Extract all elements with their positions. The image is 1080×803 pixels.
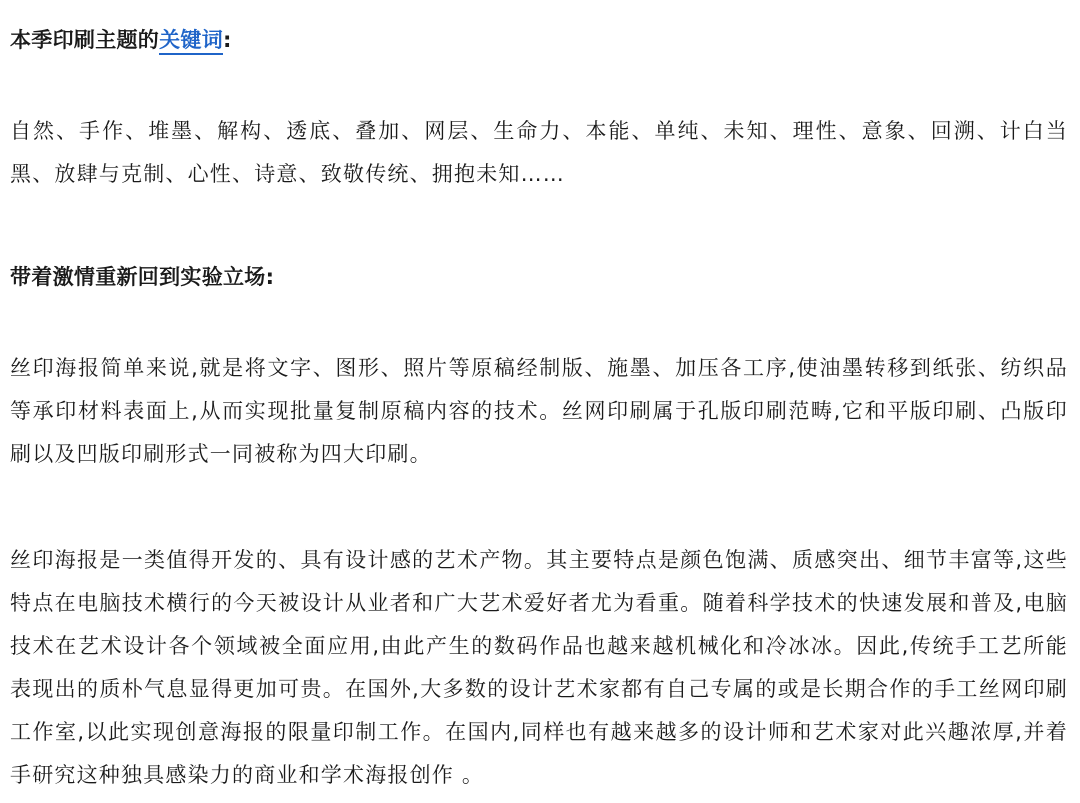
keywords-link[interactable]: 关键词: [159, 28, 223, 55]
experiment-heading: 带着激情重新回到实验立场:: [10, 265, 275, 289]
keywords-heading: [10, 22, 1068, 58]
keywords-heading-suffix: :: [223, 28, 232, 52]
keywords-heading-prefix: 本季印刷主题的: [10, 28, 160, 52]
definition-paragraph: 丝印海报简单来说,就是将文字、图形、照片等原稿经制版、施墨、加压各工序,使油墨转移到纸张、纺织品等承印材料表面上,从而实现批量复制原稿内容的技术。丝网印刷属于孔版印刷范畴,它和平版印刷、凸版印刷以及凹版印刷形式一同被称为四大印刷。: [10, 356, 1068, 466]
keywords-paragraph: 自然、手作、堆墨、解构、透底、叠加、网层、生命力、本能、单纯、未知、理性、意象、回溯、计白当黑、放肆与克制、心性、诗意、致敬传统、拥抱未知……: [10, 119, 1068, 186]
value-paragraph: 丝印海报是一类值得开发的、具有设计感的艺术产物。其主要特点是颜色饱满、质感突出、细节丰富等,这些特点在电脑技术横行的今天被设计从业者和广大艺术爱好者尤为看重。随着科学技术的快速发展和普及,电脑技术在艺术设计各个领域被全面应用,由此产生的数码作品也越来越机械化和冷冰冰。因此,传统手工艺所能表现出的质朴气息显得更加可贵。在国外,大多数的设计艺术家都有自己专属的或是长期合作的手工丝网印刷工作室,以此实现创意海报的限量印制工作。在国内,同样也有越来越多的设计师和艺术家对此兴趣浓厚,并着手研究这种独具感染力的商业和学术海报创作 。: [10, 548, 1068, 787]
